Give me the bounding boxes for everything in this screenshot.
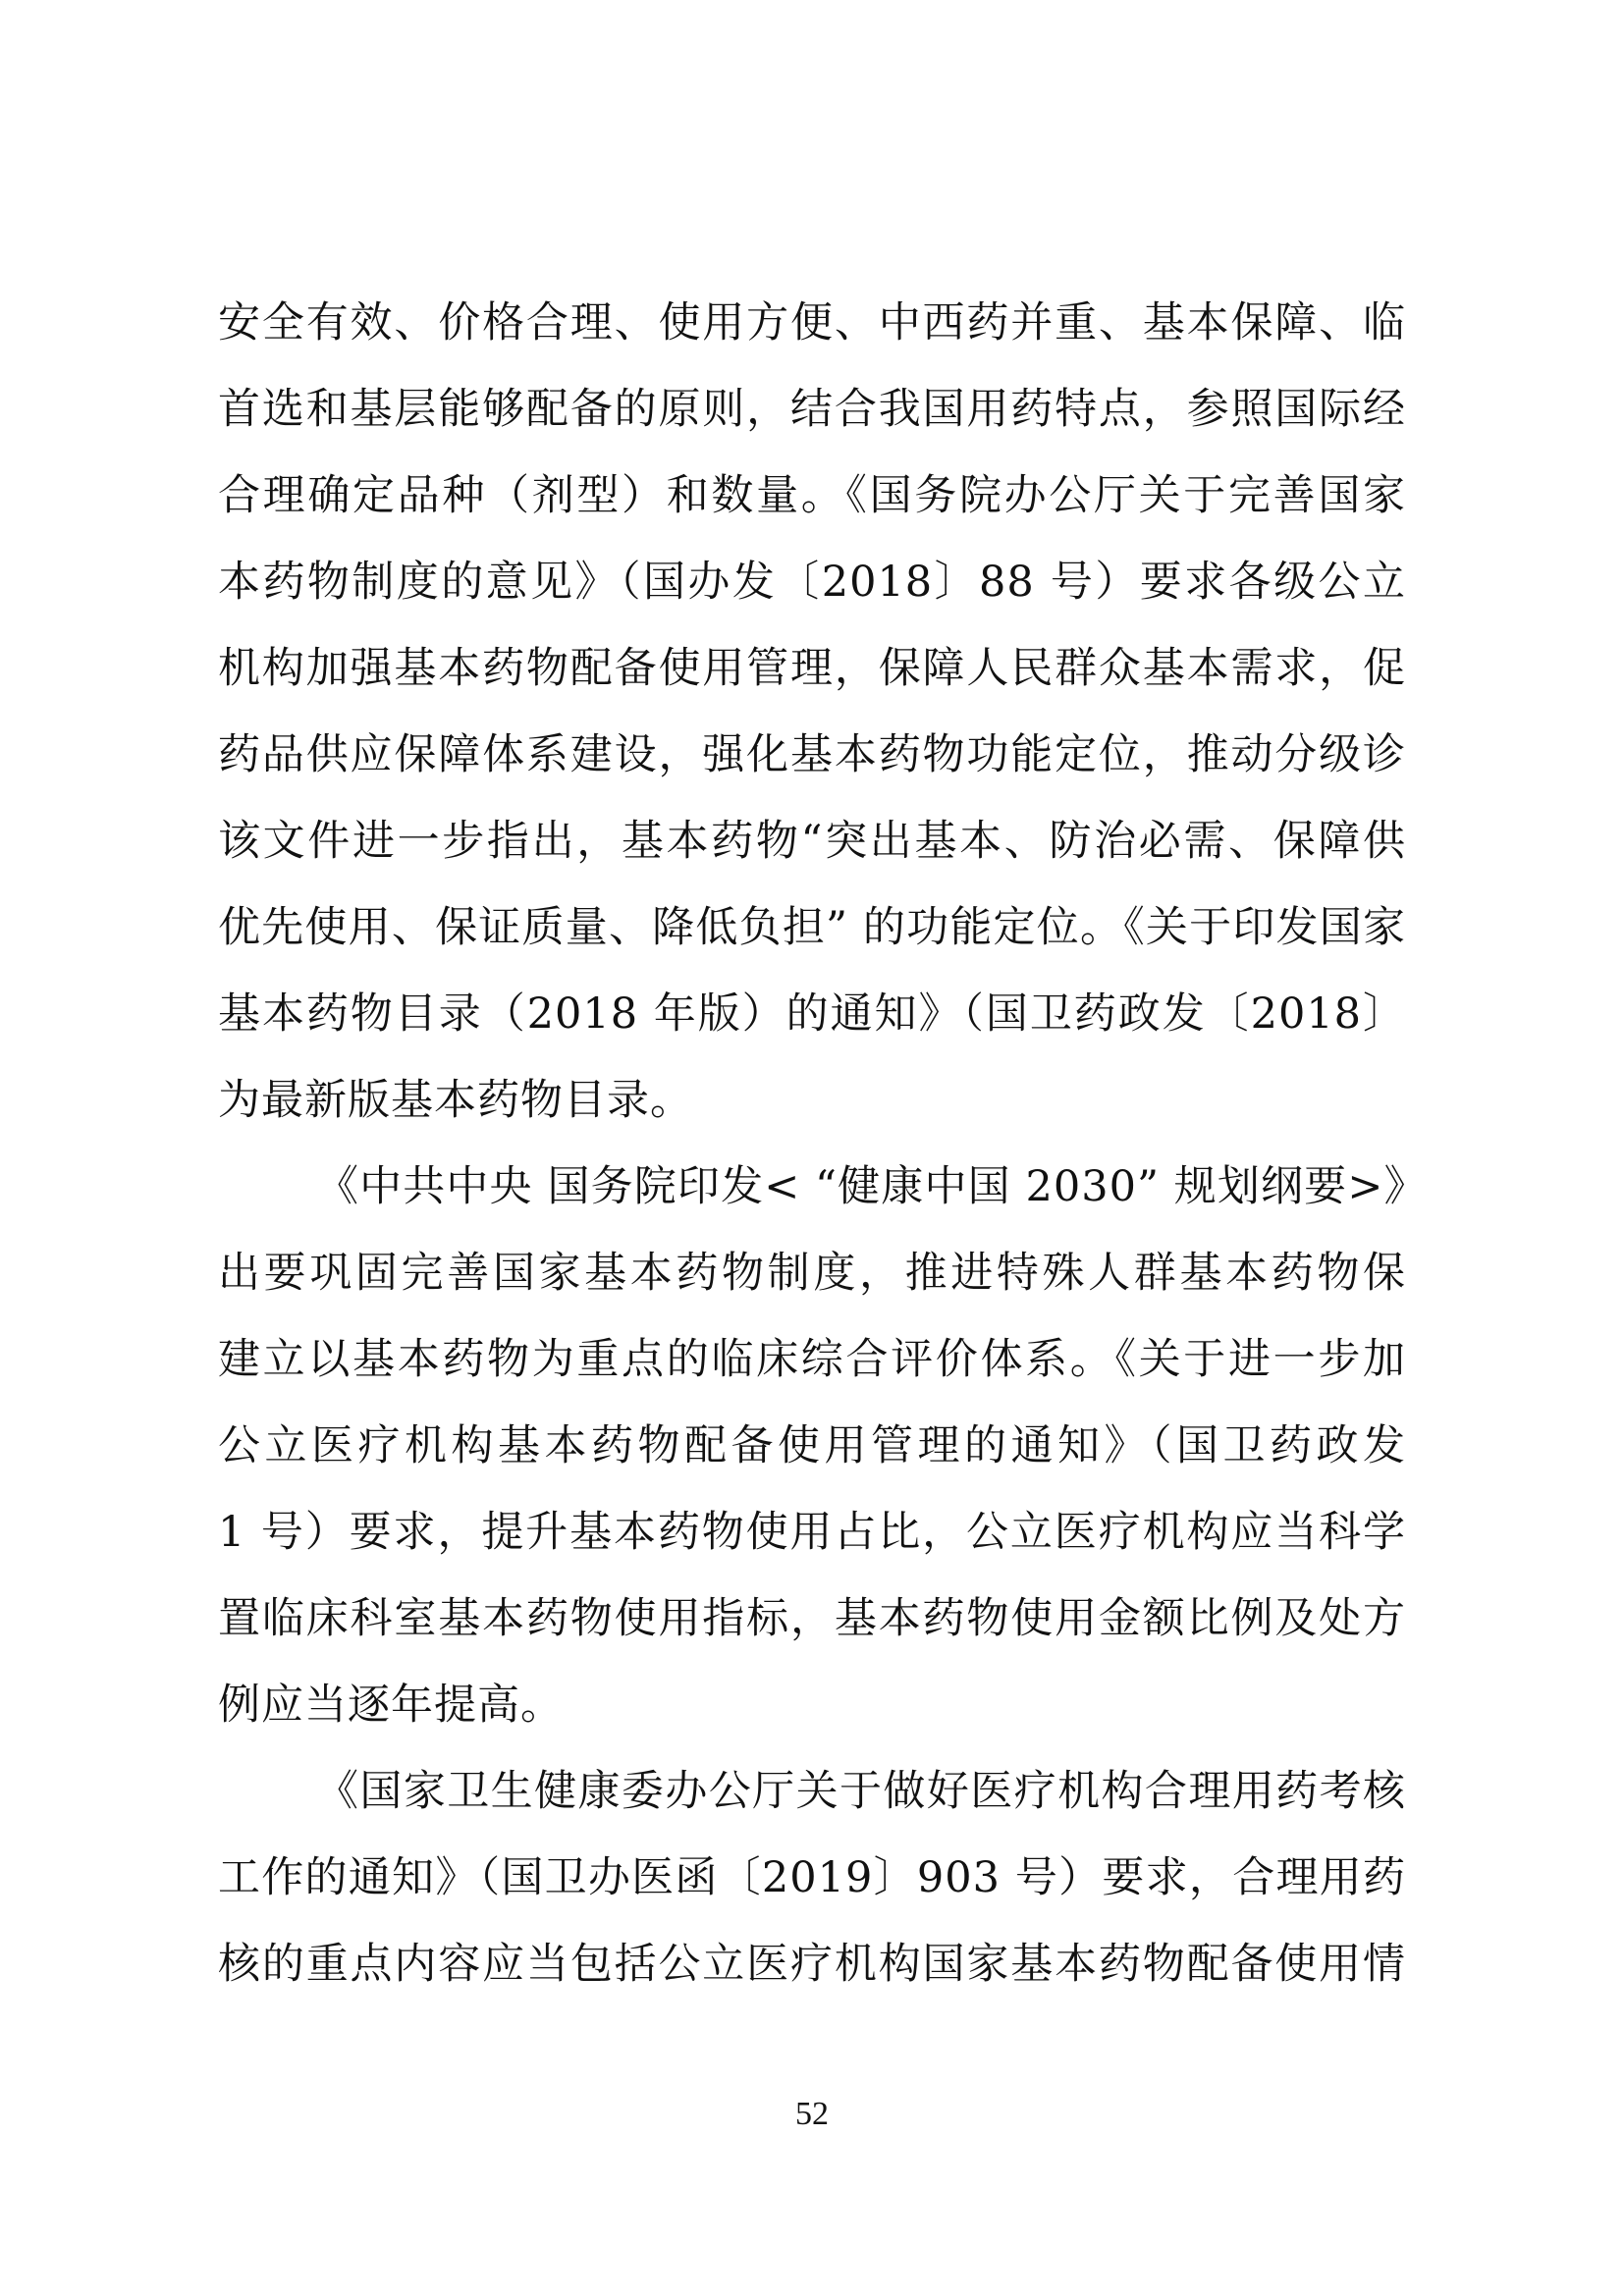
text-line: 置临床科室基本药物使用指标，基本药物使用金额比例及处方 [218,1594,1406,1643]
text-line: 《国家卫生健康委办公厅关于做好医疗机构合理用药考核 [316,1767,1406,1816]
text-line: 合理确定品种（剂型）和数量。《国务院办公厅关于完善国家 [218,471,1406,520]
text-line: 药品供应保障体系建设，强化基本药物功能定位，推动分级诊 [218,730,1406,779]
text-line: 工作的通知》（国卫办医函〔2019〕903 号）要求，合理用药 [218,1853,1406,1902]
text-line: 机构加强基本药物配备使用管理，保障人民群众基本需求，促 [218,644,1406,693]
text-line: 《中共中央 国务院印发< “健康中国 2030” 规划纲要>》 [316,1162,1406,1211]
text-line: 安全有效、价格合理、使用方便、中西药并重、基本保障、临 [218,298,1406,347]
page-number: 52 [795,2096,829,2132]
text-line: 为最新版基本药物目录。 [218,1076,693,1125]
text-line: 公立医疗机构基本药物配备使用管理的通知》（国卫药政发 [218,1421,1406,1470]
text-line: 出要巩固完善国家基本药物制度，推进特殊人群基本药物保 [218,1249,1406,1298]
text-line: 基本药物目录（2018 年版）的通知》（国卫药政发〔2018〕 [218,989,1406,1039]
text-line: 该文件进一步指出，基本药物“突出基本、防治必需、保障供 [218,817,1406,866]
text-line: 优先使用、保证质量、降低负担” 的功能定位。《关于印发国家 [218,903,1406,952]
text-line: 本药物制度的意见》（国办发〔2018〕88 号）要求各级公立 [218,558,1406,607]
text-line: 首选和基层能够配备的原则，结合我国用药特点，参照国际经 [218,385,1406,434]
text-line: 建立以基本药物为重点的临床综合评价体系。《关于进一步加 [218,1335,1406,1384]
text-line: 核的重点内容应当包括公立医疗机构国家基本药物配备使用情 [218,1940,1406,1989]
text-line: 例应当逐年提高。 [218,1681,564,1730]
body-text [218,280,1406,2007]
text-line: 1 号）要求，提升基本药物使用占比，公立医疗机构应当科学 [218,1508,1406,1557]
